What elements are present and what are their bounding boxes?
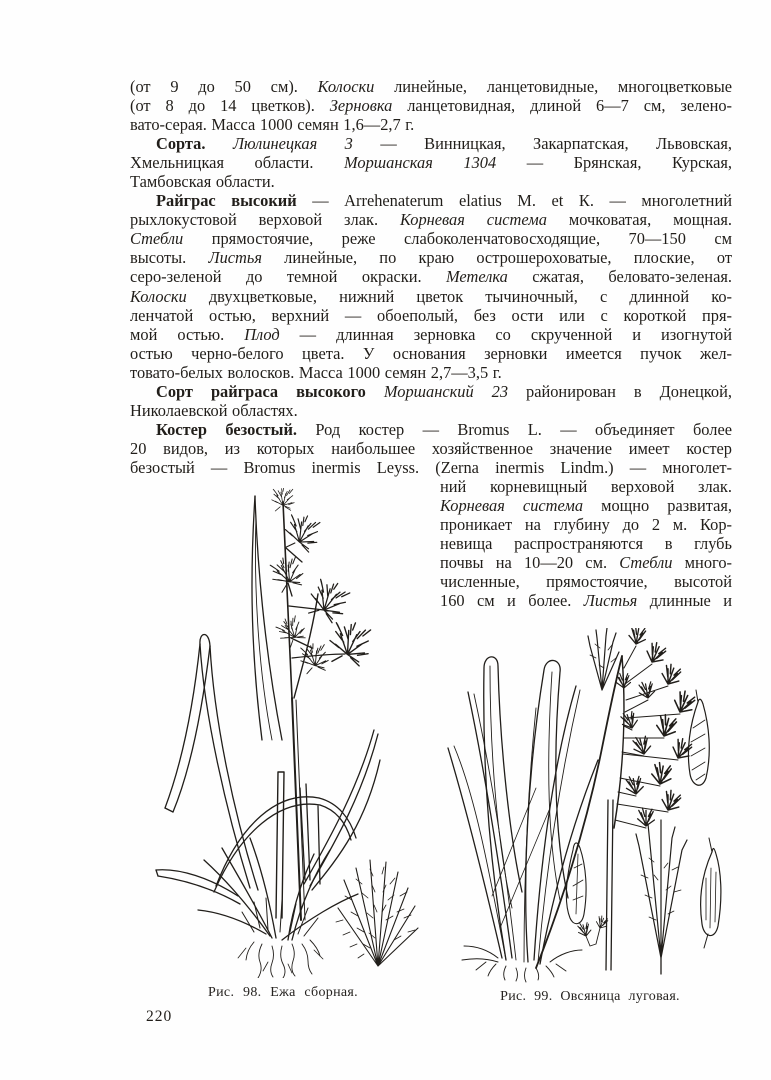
text-segment: Николаевской областях. [130,400,298,420]
text-segment: Метелка [446,267,508,287]
page-number: 220 [146,1008,173,1025]
text-segment: 160 см и более. [440,591,584,611]
text-line [130,306,732,325]
text-line [130,96,732,115]
text-segment: мощно развитая, [583,496,732,516]
text-line [440,572,732,591]
text-segment: остью черно-белого цвета. У основания зерновки имеется пучок жел- [130,343,732,363]
text-line [130,287,732,306]
figure-99-caption: Рис. 99. Овсяница луговая. [500,989,680,1004]
fig99-lemma-detail [688,690,709,785]
text-line [440,534,732,553]
text-segment: Хмельницкая области. [130,153,344,173]
text-segment: почвы на 10—20 см. [440,553,620,573]
text-line [130,229,732,248]
text-segment: (от 9 до 50 см). [130,77,318,96]
text-segment: ленчатой остью, верхний — обоеполый, без ости или с короткой пря- [130,305,732,325]
text-segment: Сорта. [156,134,233,154]
text-segment: районирован в Донецкой, [508,381,732,401]
fig99-spikelet-detail [636,820,687,974]
text-segment: товато-белых волосков. Масса 1000 семян 2,7—3,5 г. [130,362,502,382]
text-segment: невища распространяются в глубь [440,534,732,554]
text-segment: рыхлокустовой верховой злак. [130,210,400,230]
text-segment: Род костер — Bromus L. — объединяет более [297,419,732,439]
text-line [440,477,732,496]
fig99-floret-detail [701,838,721,948]
text-segment: Листья [208,248,262,268]
text-line [440,553,732,572]
text-line [440,515,732,534]
text-segment: прямостоячие, реже слабоколенчатовосходящие, 70—150 см [183,229,732,249]
text-line [130,210,732,229]
text-segment: — длинная зерновка со скрученной и изогнутой [279,324,732,344]
text-line [440,496,732,515]
text-segment: Тамбовская области. [130,172,275,192]
text-segment: Костер безостый. [156,419,297,439]
text-line [130,248,732,267]
text-segment: двухцветковые, нижний цветок тычиночный, с длинной ко- [186,286,732,306]
text-line [130,363,732,382]
text-segment: линейные, по краю острошероховатые, плоские, от [261,248,732,268]
text-line [130,401,732,420]
text-line [130,115,732,134]
text-segment: мой остью. [130,324,245,344]
text-line [130,191,732,210]
text-line [130,267,732,286]
figure-98-caption: Рис. 98. Ежа сборная. [208,985,358,1000]
figure-99-plant-illustration [440,628,736,983]
text-segment: Листья [583,591,638,611]
text-segment: Плод [244,324,280,344]
text-segment: (от 8 до 14 цветков). [130,96,330,116]
text-line [130,77,732,96]
text-segment: серо-зеленой до темной окраски. [130,267,447,287]
text-segment: Моршанский 23 [383,381,509,401]
text-segment: Колоски [317,77,375,96]
text-segment: Райграс высокий [156,191,297,211]
text-segment: Колоски [130,286,187,306]
text-line [130,420,732,439]
text-segment: 20 видов, из которых наибольшее хозяйственное значение имеет костер [130,438,732,458]
text-segment: вато-серая. Масса 1000 семян 1,6—2,7 г. [130,115,415,135]
text-segment: Стебли [130,229,184,249]
text-line [130,382,732,401]
text-segment: Сорт райграса высокого [156,381,384,401]
text-segment: ланцетовидная, длиной 6—7 см, зелено- [392,96,732,116]
text-segment: численные, прямостоячие, высотой [440,572,732,592]
text-segment: — Arrehenaterum elatius М. et К. — многолетний [296,191,732,211]
text-line [130,172,732,191]
wrapped-text-column [440,477,732,610]
text-segment: ний корневищный верховой злак. [440,477,732,496]
text-line [130,325,732,344]
text-segment: высоты. [130,248,209,268]
text-segment: безостый — Bromus inermis Leyss. (Zerna inermis Lindm.) — многолет- [130,457,732,477]
text-segment: Моршанская 1304 [343,153,497,173]
text-line [130,439,732,458]
text-segment: Зерновка [329,96,393,116]
text-segment: Стебли [619,553,673,573]
text-segment: проникает на глубину до 2 м. Кор- [440,515,732,535]
text-segment: Корневая система [440,496,584,516]
text-line [130,344,732,363]
text-segment: — Винницкая, Закарпатская, Львовская, [352,134,732,154]
text-segment: линейные, ланцетовидные, многоцветковые [374,77,732,96]
text-segment: длинные и [637,591,732,611]
main-text-column [130,77,732,477]
text-segment: мочковатая, мощная. [546,210,732,230]
text-line [130,134,732,153]
text-segment: Корневая система [399,210,547,230]
text-line [130,153,732,172]
text-segment: много- [672,553,732,573]
text-line [440,591,732,610]
text-line [130,458,732,477]
text-segment: — Брянская, Курская, [496,153,732,173]
text-segment: сжатая, беловато-зеленая. [507,267,732,287]
text-segment: Люлинецкая 3 [232,134,353,154]
fig98-spikelet-detail [336,860,418,966]
figure-98-plant-illustration [142,488,434,978]
